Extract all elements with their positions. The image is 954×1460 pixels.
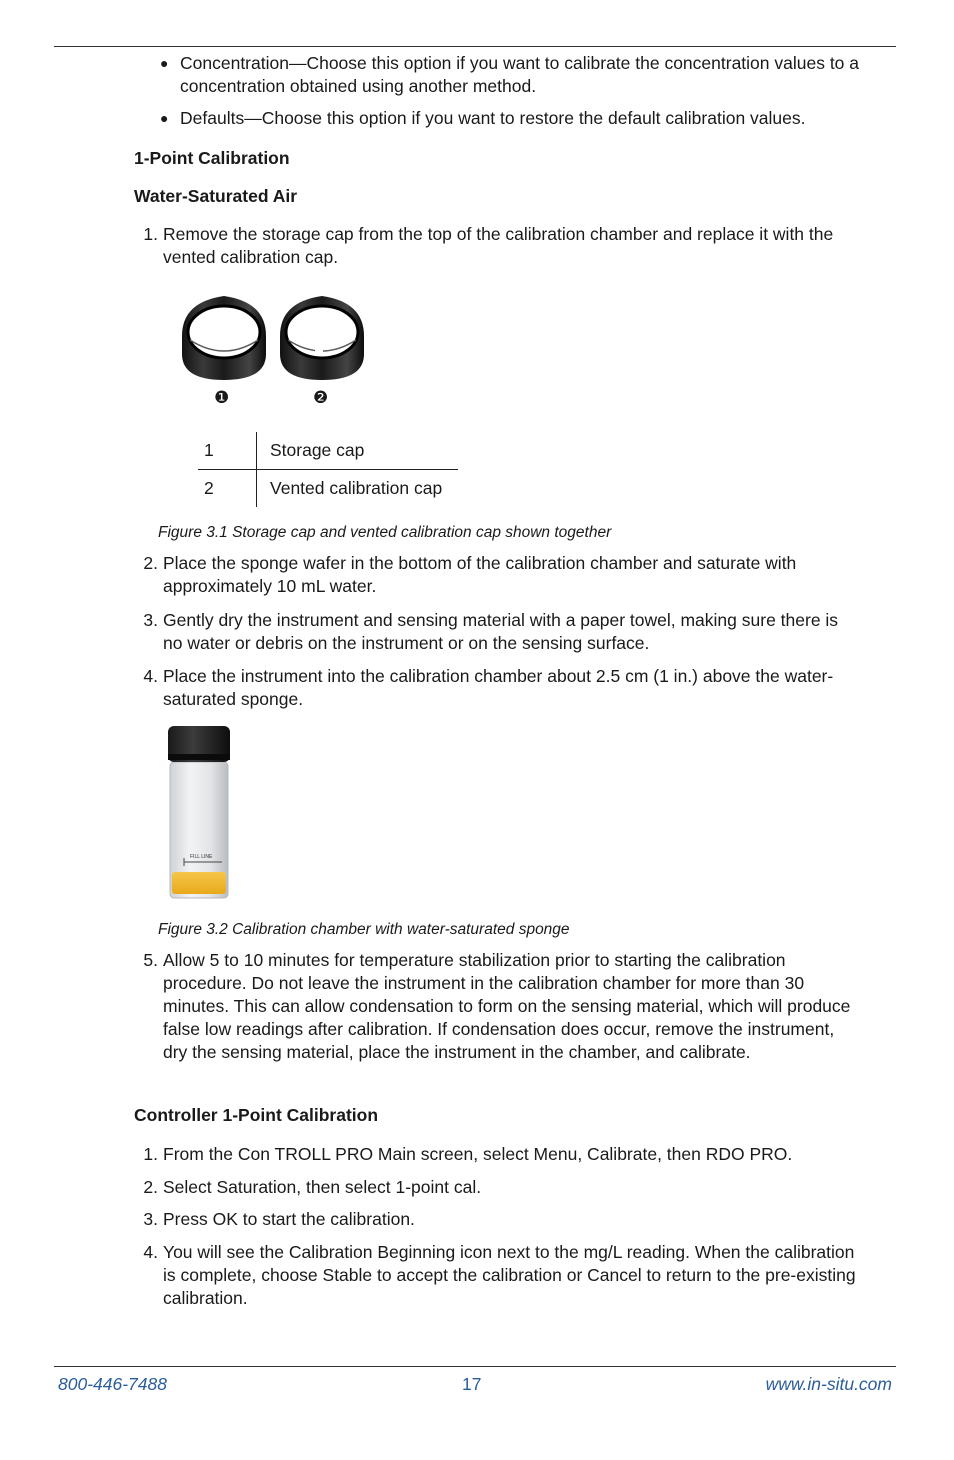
step-text: Press OK to start the calibration. xyxy=(163,1209,415,1229)
step-number: 3. xyxy=(143,610,158,630)
option-bullet-list xyxy=(160,52,860,139)
heading-controller-1-point-calibration: Controller 1-Point Calibration xyxy=(134,1105,379,1125)
step-text: Gently dry the instrument and sensing material with a paper towel, making sure there is no water or debris on the instrument or on the sensing surface. xyxy=(163,610,839,653)
step-number: 1. xyxy=(143,224,158,244)
bullet-item-defaults xyxy=(160,107,860,130)
step-text: From the Con TROLL PRO Main screen, select Menu, Calibrate, then RDO PRO. xyxy=(163,1144,793,1164)
legend-label: Vented calibration cap xyxy=(270,478,443,498)
step-text: Select Saturation, then select 1-point cal. xyxy=(163,1177,482,1197)
footer-page-number: 17 xyxy=(462,1374,482,1394)
figure-caption-3-1: Figure 3.1 Storage cap and vented calibration cap shown together xyxy=(158,524,612,541)
step-number: 5. xyxy=(143,950,158,970)
heading-1-point-calibration: 1-Point Calibration xyxy=(134,148,290,168)
step-text: Place the instrument into the calibration chamber about 2.5 cm (1 in.) above the water-saturated sponge. xyxy=(163,666,834,709)
fill-line-label: FILL LINE xyxy=(190,854,213,860)
legend-number: 1 xyxy=(198,432,257,470)
step-text: Allow 5 to 10 minutes for temperature stabilization prior to starting the calibration procedure. Do not leave the instrument in the calibration chamber for more than 30 minutes. This can allow condensation to form on the sensing material, which will produce false low readings after calibration. If condensation does occur, remove the instrument, dry the sensing material, place the instrument in the chamber, and calibrate. xyxy=(163,950,851,1062)
bullet-dot-icon: ● xyxy=(160,55,169,71)
figure-marker-2: ❷ xyxy=(313,388,329,407)
figure-caption-3-2: Figure 3.2 Calibration chamber with water-saturated sponge xyxy=(158,921,570,938)
caps-illustration xyxy=(178,292,368,404)
legend-number: 2 xyxy=(198,470,257,508)
footer-website-link[interactable]: www.in-situ.com xyxy=(765,1374,892,1394)
bullet-dot-icon: ● xyxy=(160,110,169,126)
heading-water-saturated-air: Water-Saturated Air xyxy=(134,186,298,206)
step-number: 1. xyxy=(143,1144,158,1164)
step-text: Place the sponge wafer in the bottom of the calibration chamber and saturate with approximately 10 mL water. xyxy=(163,553,797,596)
step-number: 2. xyxy=(143,553,158,573)
step-number: 3. xyxy=(143,1209,158,1229)
header-rule xyxy=(54,46,896,47)
vented-cap-image xyxy=(280,296,364,380)
figure-legend-table xyxy=(198,432,458,507)
table-row xyxy=(198,432,458,470)
figure-caps xyxy=(178,292,368,404)
step-number: 4. xyxy=(143,1242,158,1262)
step-number: 2. xyxy=(143,1177,158,1197)
chamber-illustration xyxy=(164,724,234,902)
table-row xyxy=(198,470,458,508)
footer-phone: 800-446-7488 xyxy=(58,1374,167,1394)
step-number: 4. xyxy=(143,666,158,686)
legend-label: Storage cap xyxy=(257,432,459,470)
figure-calibration-chamber xyxy=(164,724,234,902)
bullet-item-concentration xyxy=(160,52,860,98)
storage-cap-image xyxy=(182,296,266,380)
figure-marker-1: ❶ xyxy=(214,388,230,407)
step-text: Remove the storage cap from the top of the calibration chamber and replace it with the vented calibration cap. xyxy=(163,224,834,267)
step-text: You will see the Calibration Beginning icon next to the mg/L reading. When the calibration is complete, choose Stable to accept the calibration or Cancel to return to the pre-existing calibration. xyxy=(163,1242,856,1308)
bullet-text: Defaults—Choose this option if you want to restore the default calibration values. xyxy=(180,108,806,128)
footer-rule xyxy=(54,1366,896,1367)
bullet-text: Concentration—Choose this option if you want to calibrate the concentration values to a concentration obtained using another method. xyxy=(180,53,860,96)
